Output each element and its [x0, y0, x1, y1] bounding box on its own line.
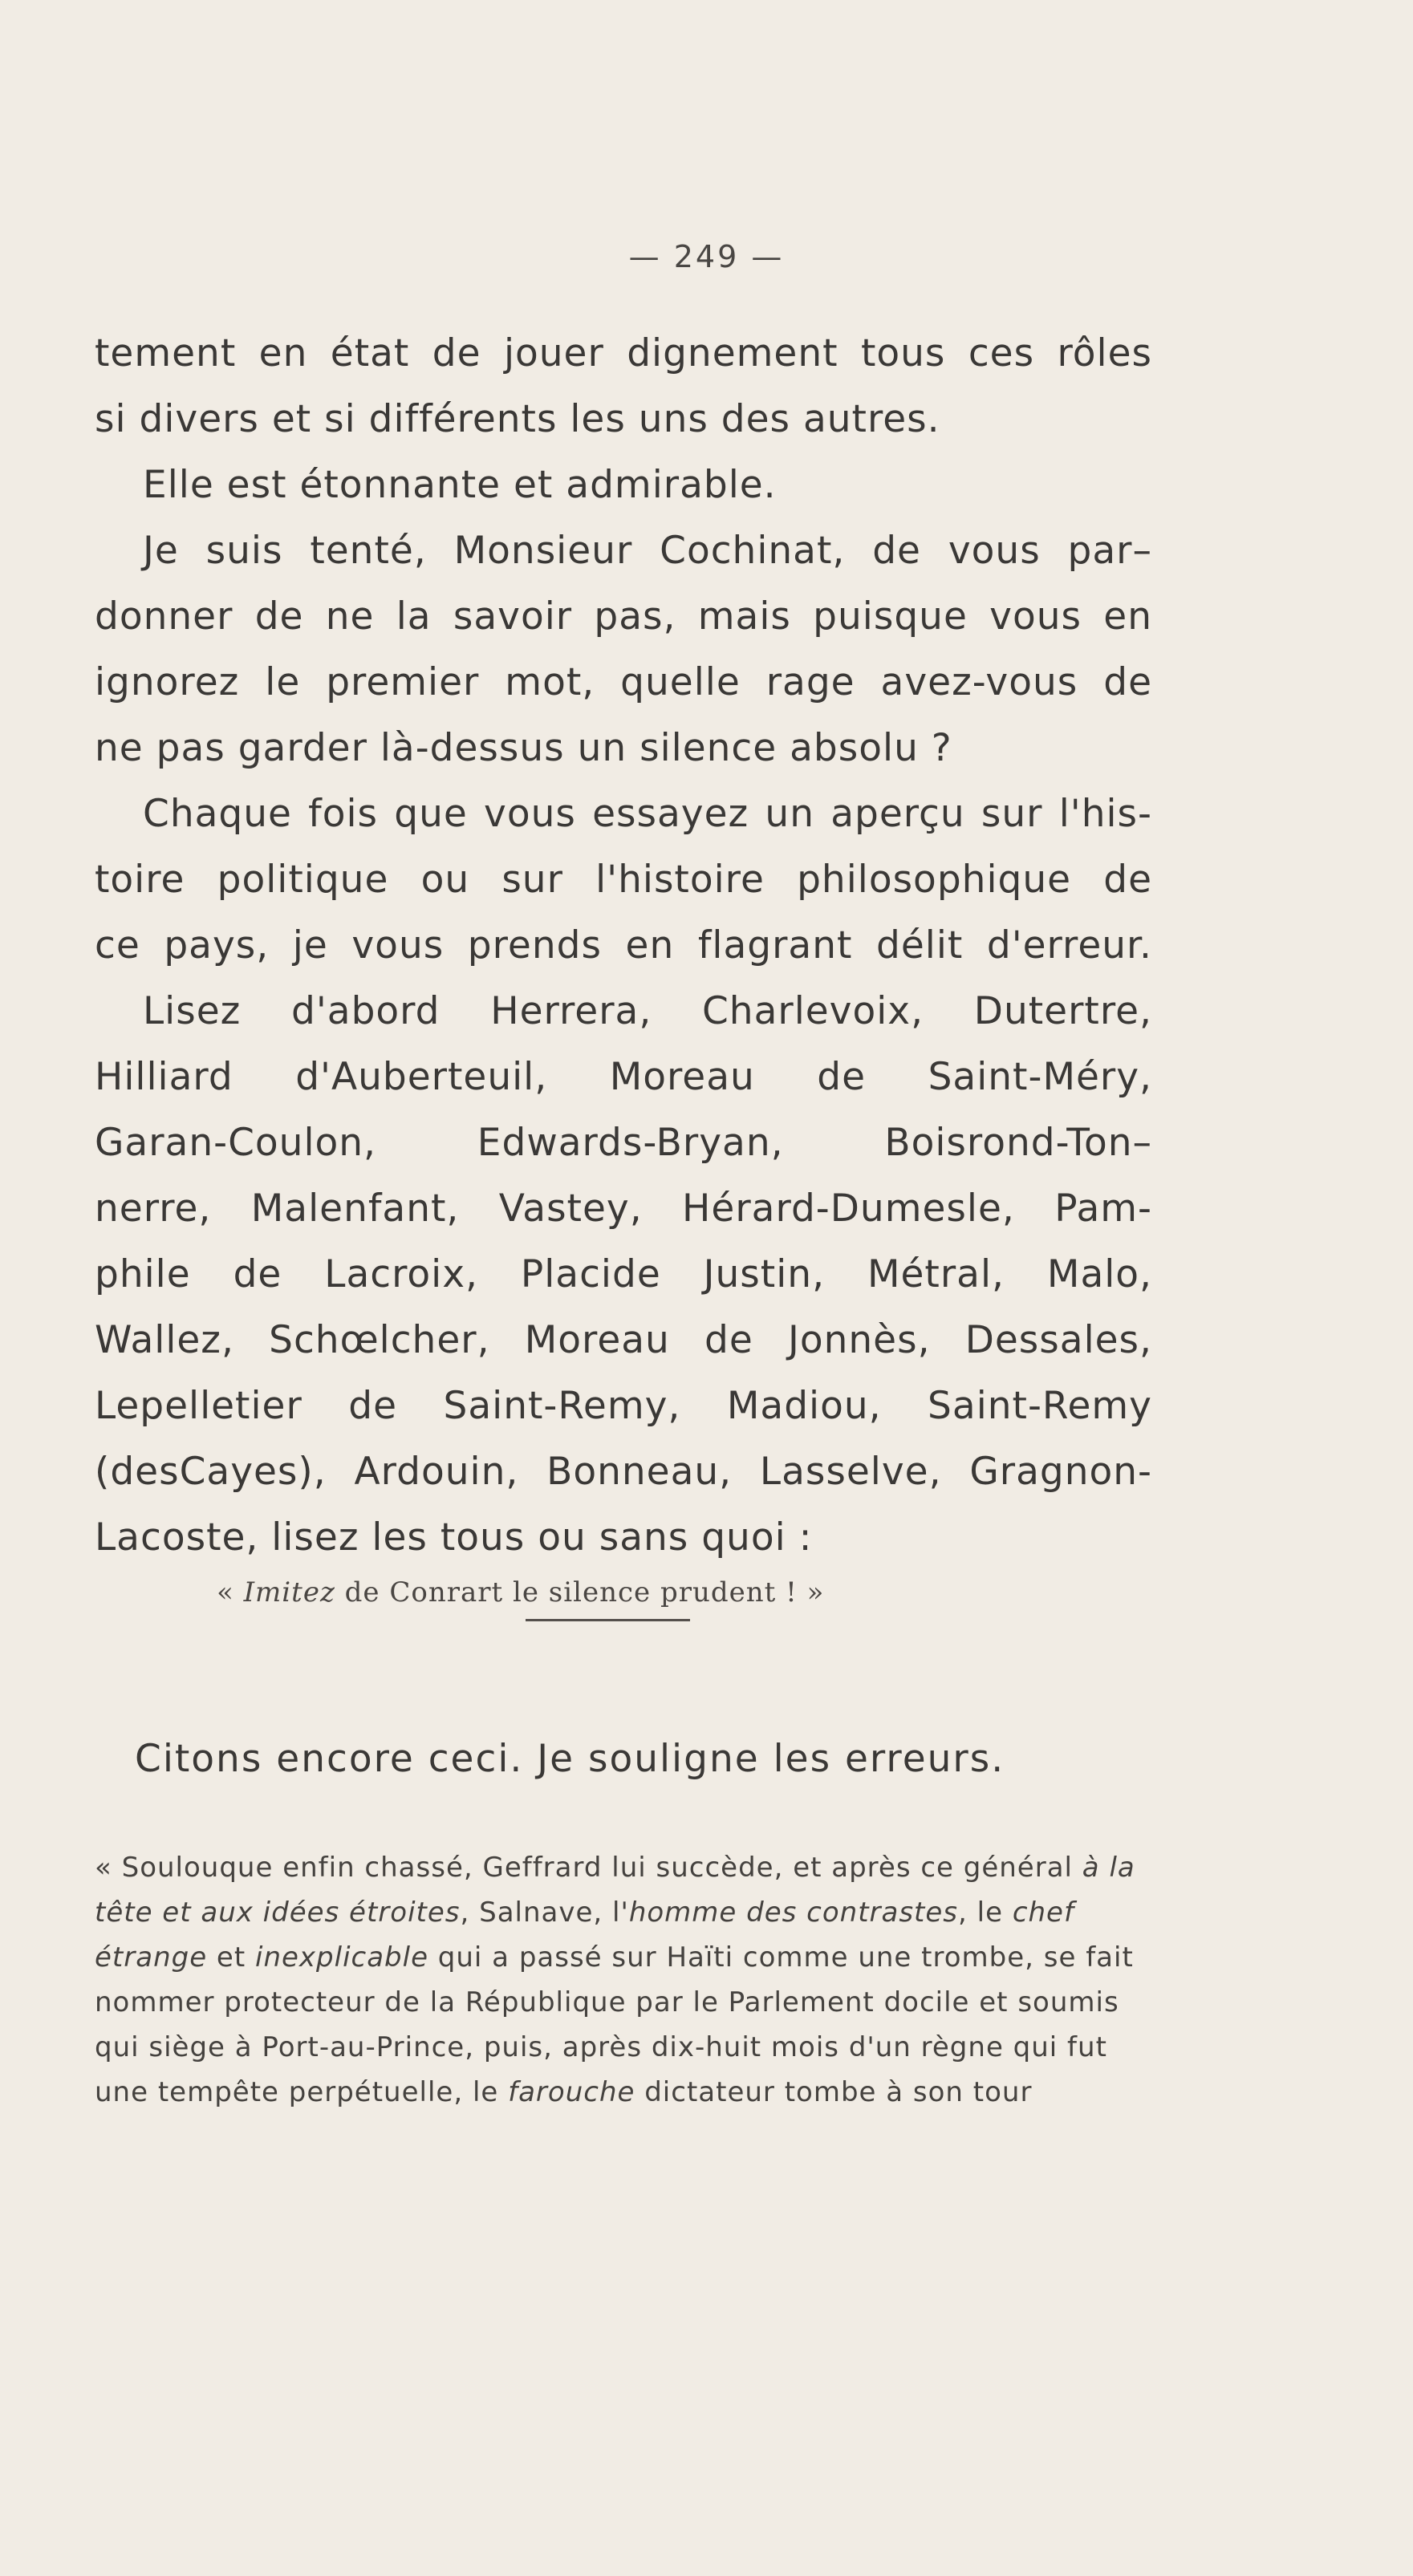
main-paragraph: [95, 321, 1152, 1571]
text-line: donner de ne la savoir pas, mais puisque vous en: [95, 594, 1152, 639]
page-number: — 249 —: [628, 239, 785, 274]
text-line: tement en état de jouer dignement tous ces rôles: [95, 331, 1152, 375]
text-line: phile de Lacroix, Placide Justin, Métral, Malo,: [95, 1252, 1152, 1296]
text-line: toire politique ou sur l'histoire philosophique de: [95, 858, 1152, 902]
text-line: Elle est étonnante et admirable.: [143, 463, 777, 507]
text-line: ignorez le premier mot, quelle rage avez-vous de: [95, 660, 1152, 704]
citation-text: , Salnave, l': [460, 1897, 629, 1929]
text-line: Wallez, Schœlcher, Moreau de Jonnès, Dessales,: [95, 1318, 1152, 1362]
text-line: Garan-Coulon, Edwards-Bryan, Boisrond-Ton–: [95, 1121, 1152, 1165]
text-line: (desCayes), Ardouin, Bonneau, Lasselve, Gragnon-: [95, 1450, 1152, 1494]
quoted-verse: [217, 1576, 824, 1608]
verse-open: «: [217, 1576, 244, 1608]
text-line: ce pays, je vous prends en flagrant délit d'erreur.: [95, 923, 1152, 968]
section-heading: Citons encore ceci. Je souligne les erreurs.: [135, 1737, 1005, 1781]
text-line: Lisez d'abord Herrera, Charlevoix, Dutertre,: [143, 989, 1152, 1033]
citation-emphasis: à la tête et aux idées étroites: [95, 1852, 1135, 1929]
citation-emphasis: chef étrange: [95, 1897, 1074, 1974]
citation-emphasis: farouche: [508, 2076, 635, 2108]
text-line: Lepelletier de Saint-Remy, Madiou, Saint-Remy: [95, 1384, 1152, 1428]
citation-text: « Soulouque enfin chassé, Geffrard lui succède, et après ce général: [95, 1852, 1082, 1884]
citation-text: et: [207, 1941, 255, 1974]
text-line: Chaque fois que vous essayez un aperçu sur l'his-: [143, 792, 1152, 836]
text-line: Lacoste, lisez les tous ou sans quoi :: [95, 1515, 813, 1560]
text-line: Je suis tenté, Monsieur Cochinat, de vous par–: [143, 529, 1152, 573]
citation-emphasis: homme des contrastes: [628, 1897, 959, 1929]
text-line: si divers et si différents les uns des autres.: [95, 397, 940, 441]
text-line: Hilliard d'Auberteuil, Moreau de Saint-Méry,: [95, 1055, 1152, 1099]
verse-rest: de Conrart le silence prudent ! »: [335, 1576, 825, 1608]
verse-italic: Imitez: [243, 1576, 335, 1608]
text-line: ne pas garder là-dessus un silence absolu ?: [95, 726, 952, 770]
citation-text: dictateur tombe à son tour: [635, 2076, 1033, 2108]
citation-emphasis: inexplicable: [255, 1941, 428, 1974]
section-divider: [526, 1619, 690, 1621]
citation-block: [95, 1845, 1154, 2115]
citation-text: qui a passé sur Haïti comme une trombe, se fait nommer protecteur de la République par le Parlement docile et soumis qui siège à Port-au-Prince, puis, après dix-huit mois d'un règne qui fut une tempête perpétuelle, le: [95, 1941, 1134, 2108]
citation-text: , le: [958, 1897, 1013, 1929]
text-line: nerre, Malenfant, Vastey, Hérard-Dumesle, Pam-: [95, 1187, 1152, 1231]
